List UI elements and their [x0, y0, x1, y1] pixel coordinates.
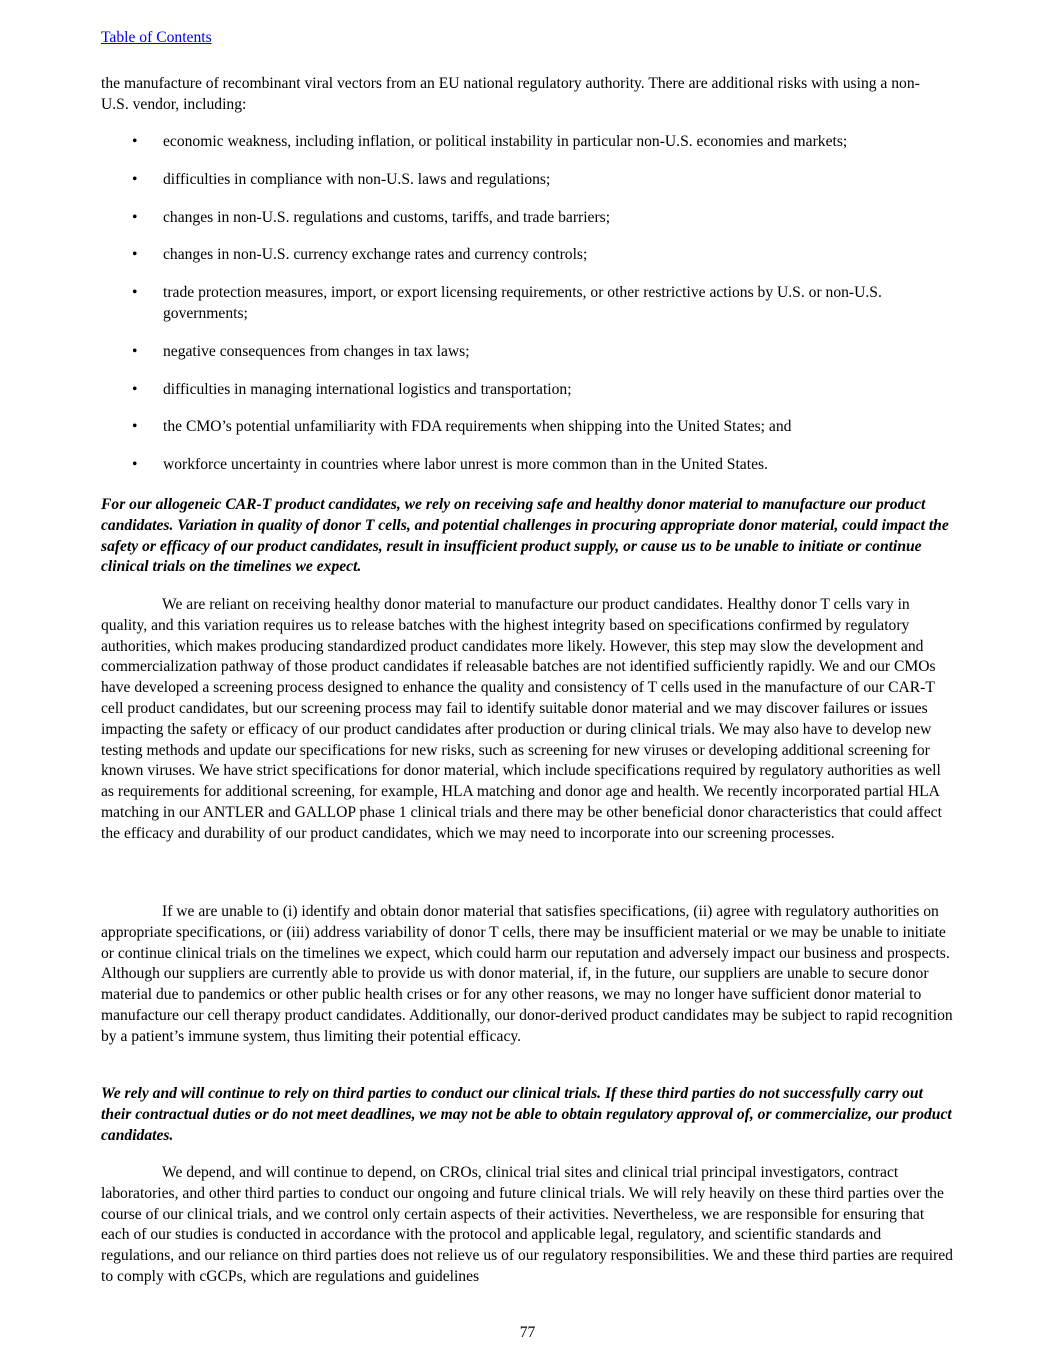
bullet: •: [132, 208, 138, 226]
list-item: [101, 283, 951, 325]
list-item-text: the CMO’s potential unfamiliarity with FDA requirements when shipping into the United States; and: [163, 418, 792, 436]
bullet: •: [132, 133, 138, 150]
list-item-text: negative consequences from changes in tax laws;: [163, 342, 470, 360]
page-number: 77: [519, 1324, 536, 1341]
list-item: [101, 245, 951, 266]
list-item-text: trade protection measures, import, or export licensing requirements, or other restrictive actions by U.S. or non-U.S. governments;: [163, 284, 882, 322]
section-heading-donor-material: For our allogeneic CAR-T product candidates, we rely on receiving safe and healthy donor material to manufacture our product candidates. Variation in quality of donor T cells, and potential challenges in procuring appropriate donor material, could impact the safety or efficacy of our product candidates, result in insufficient product supply, or cause us to be unable to initiate or continue clinical trials on the timelines we expect.: [101, 496, 949, 576]
body-paragraph: We are reliant on receiving healthy donor material to manufacture our product candidates. Healthy donor T cells vary in quality, and this variation requires us to release batches with the highest integrity based on specifications confirmed by regulatory authorities, which makes producing standardized product candidates more likely. However, this step may slow the development and commercialization pathway of those product candidates if releasable batches are not identified sufficiently rapidly. We and our CMOs have developed a screening process designed to enhance the quality and consistency of T cells used in the manufacture of our CAR-T cell product candidates, but our screening process may fail to identify suitable donor material and we may discover failures or issues impacting the safety or efficacy of our product candidates after production or during clinical trials. We may also have to develop new testing methods and update our specifications for new risks, such as screening for new viruses or developing additional screening for known viruses. We have strict specifications for donor material, which include specifications required by regulatory authorities as well as requirements for additional screening, for example, HLA matching and donor age and health. We recently incorporated partial HLA matching in our ANTLER and GALLOP phase 1 clinical trials and there may be other beneficial donor characteristics that could affect the efficacy and durability of our product candidates, which we may need to incorporate into our screening processes.: [101, 596, 942, 842]
list-item: [101, 170, 951, 191]
intro-paragraph: the manufacture of recombinant viral vectors from an EU national regulatory authority. There are additional risks with using a non-U.S. vendor, including:: [101, 75, 920, 113]
list-item-text: difficulties in compliance with non-U.S. laws and regulations;: [163, 170, 551, 188]
list-item: [101, 342, 951, 363]
list-item-text: workforce uncertainty in countries where labor unrest is more common than in the United States.: [163, 456, 768, 474]
list-item-text: economic weakness, including inflation, or political instability in particular non-U.S. economies and markets;: [163, 133, 848, 150]
list-item-text: changes in non-U.S. currency exchange rates and currency controls;: [163, 246, 588, 264]
bullet: •: [132, 246, 138, 264]
risk-list: [101, 132, 951, 493]
list-item: [101, 417, 951, 438]
table-of-contents-link[interactable]: Table of Contents: [101, 29, 212, 46]
list-item: [101, 455, 951, 476]
bullet: •: [132, 418, 138, 436]
list-item-text: changes in non-U.S. regulations and customs, tariffs, and trade barriers;: [163, 208, 611, 226]
bullet: •: [132, 284, 138, 302]
list-item: [101, 132, 951, 153]
body-paragraph: We depend, and will continue to depend, on CROs, clinical trial sites and clinical trial principal investigators, contract laboratories, and other third parties to conduct our ongoing and future clinical trials. We will rely heavily on these third parties over the course of our clinical trials, and we control only certain aspects of their activities. Nevertheless, we are responsible for ensuring that each of our studies is conducted in accordance with the protocol and applicable legal, regulatory, and scientific standards and regulations, and our reliance on third parties does not relieve us of our regulatory responsibilities. We and these third parties are required to comply with cGCPs, which are regulations and guidelines: [101, 1164, 953, 1285]
list-item: [101, 380, 951, 401]
bullet: •: [132, 380, 138, 398]
list-item-text: difficulties in managing international logistics and transportation;: [163, 380, 572, 398]
body-paragraph: If we are unable to (i) identify and obtain donor material that satisfies specifications, (ii) agree with regulatory authorities on appropriate specifications, or (iii) address variability of donor T cells, there may be insufficient material or we may be unable to initiate or continue clinical trials on the timelines we expect, which could harm our reputation and adversely impact our business and prospects. Although our suppliers are currently able to provide us with donor material, if, in the future, our suppliers are unable to secure donor material due to pandemics or other public health crises or for any other reasons, we may no longer have sufficient donor material to manufacture our cell therapy product candidates. Additionally, our donor-derived product candidates may be subject to rapid recognition by a patient’s immune system, thus limiting their potential efficacy.: [101, 903, 953, 1045]
bullet: •: [132, 342, 138, 360]
bullet: •: [132, 170, 138, 188]
list-item: [101, 208, 951, 229]
bullet: •: [132, 456, 138, 474]
section-heading-third-parties: We rely and will continue to rely on third parties to conduct our clinical trials. If these third parties do not successfully carry out their contractual duties or do not meet deadlines, we may not be able to obtain regulatory approval of, or commercialize, our product candidates.: [101, 1085, 952, 1144]
